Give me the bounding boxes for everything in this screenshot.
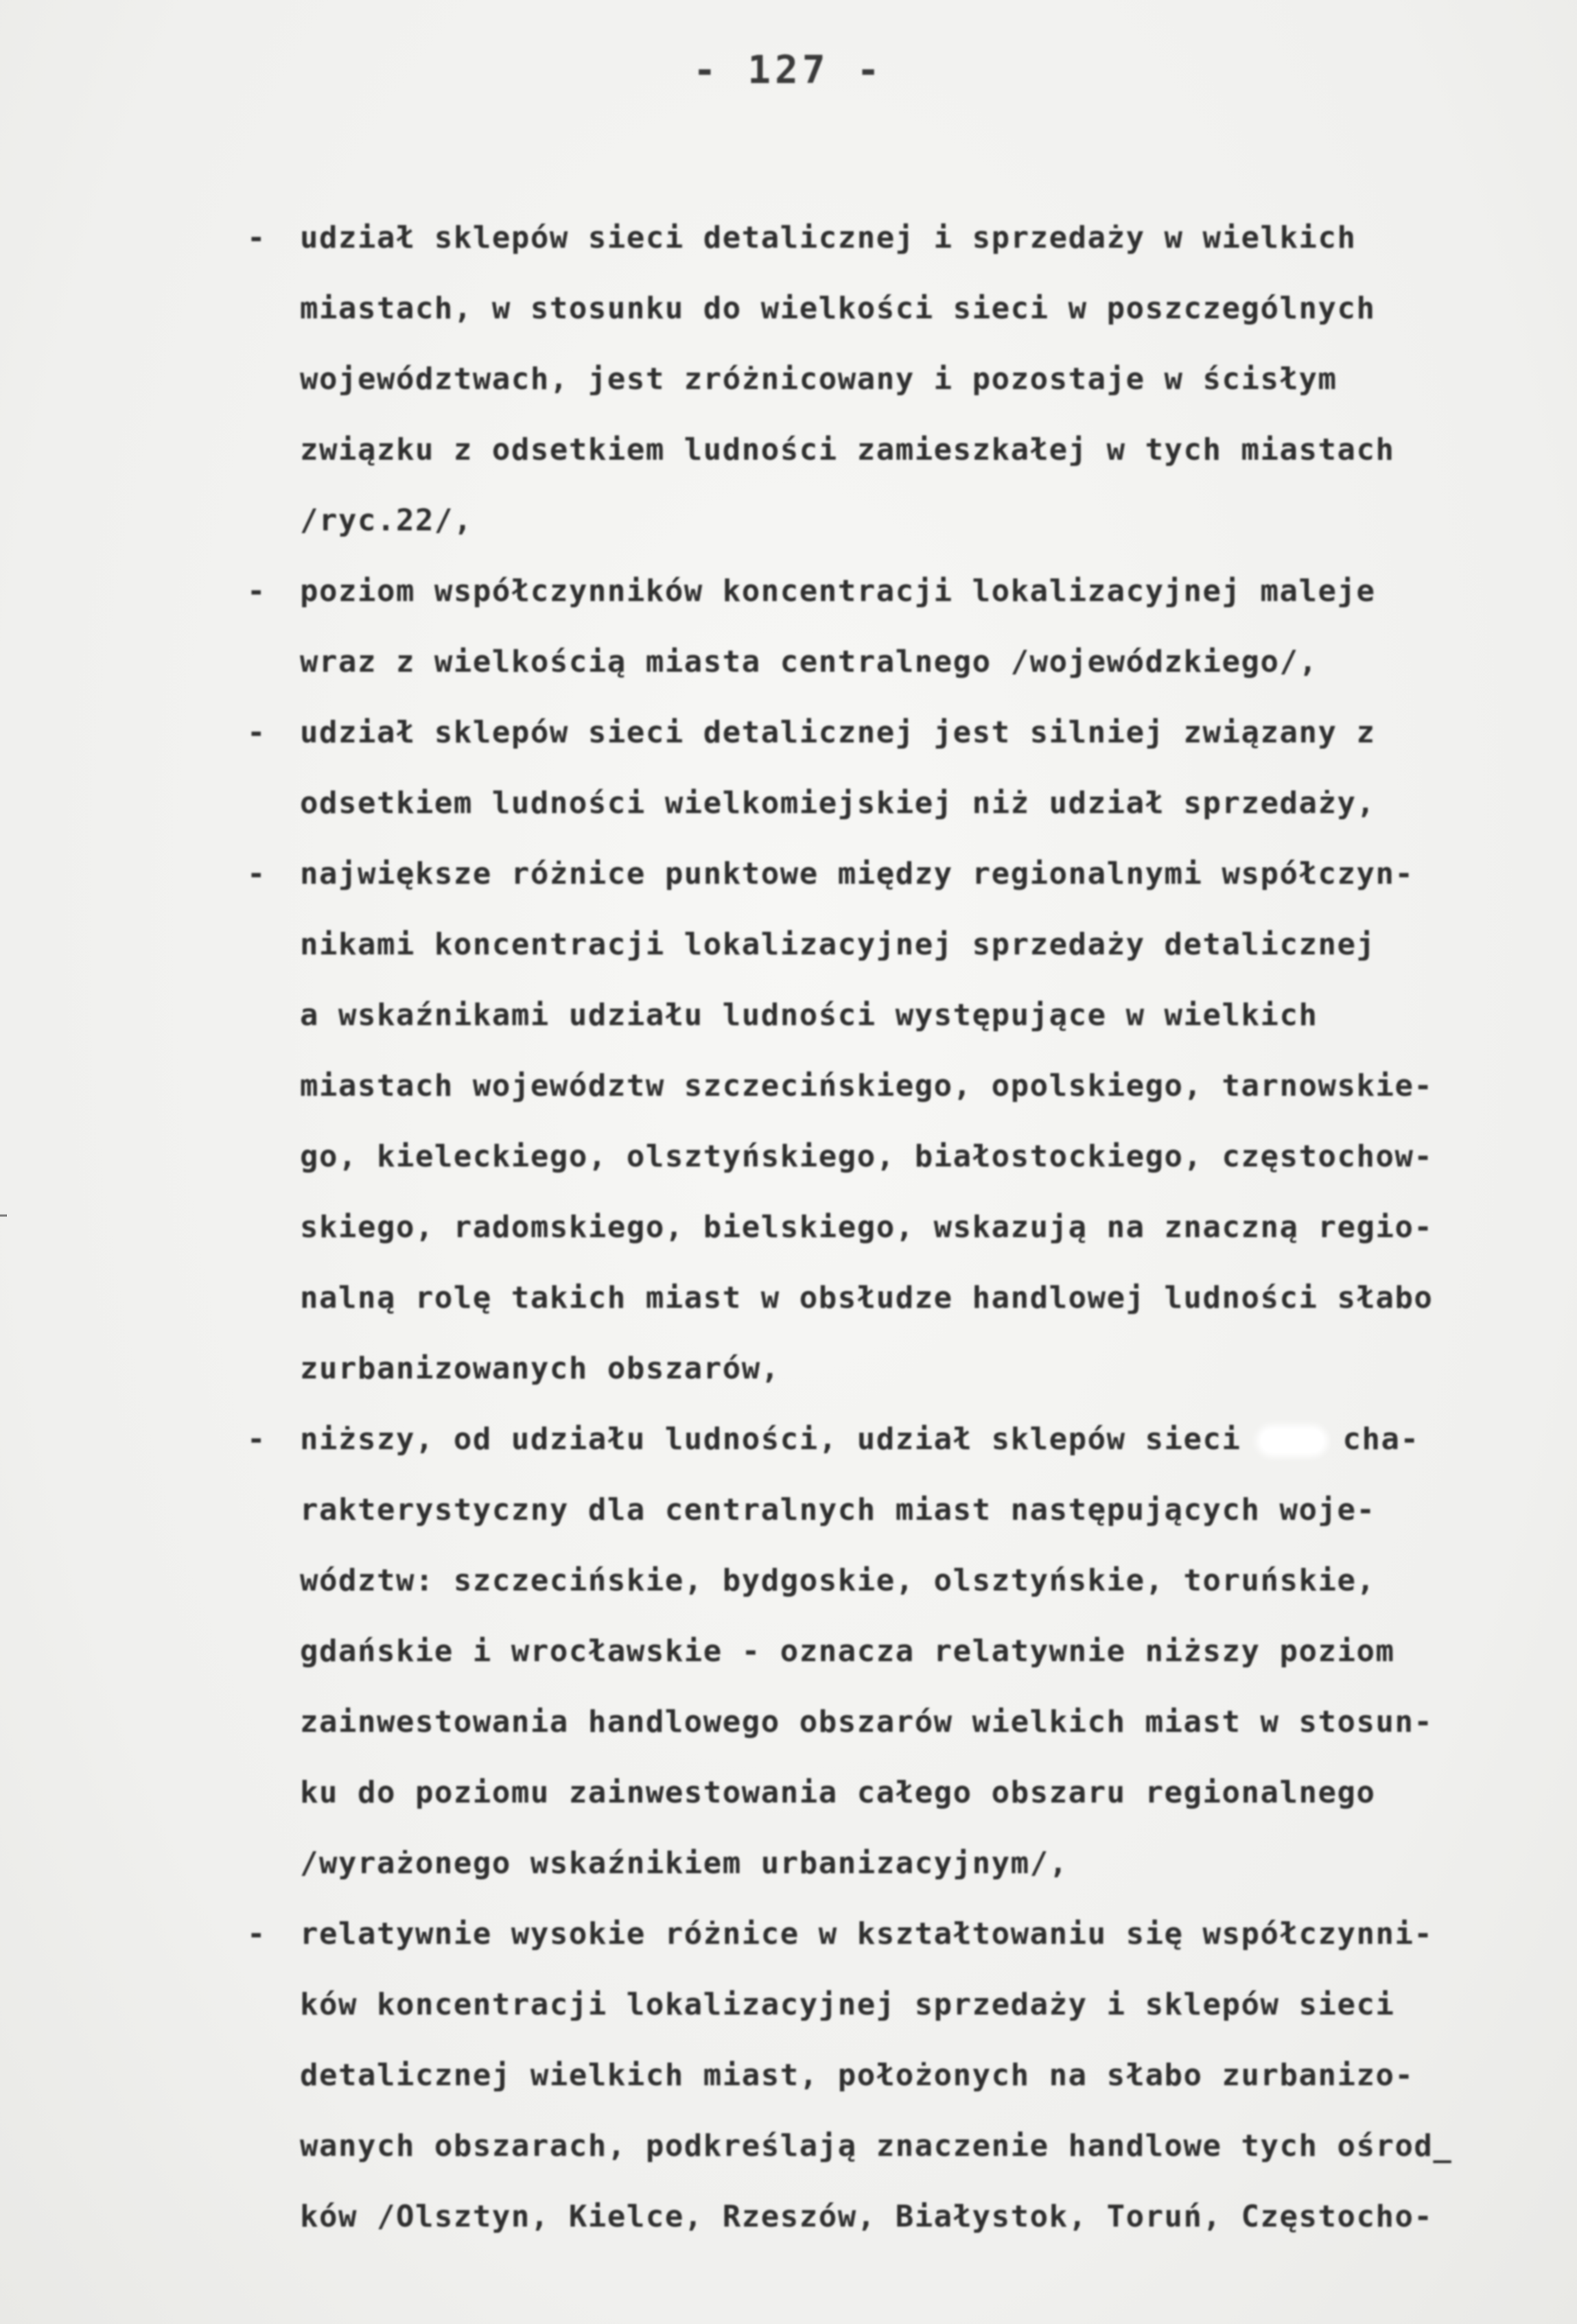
list-item bbox=[247, 1404, 1541, 1899]
text-line: zurbanizowanych obszarów, bbox=[300, 1351, 780, 1386]
bullet-list bbox=[247, 202, 1541, 2252]
list-item bbox=[247, 697, 1541, 838]
page-number: - 127 - bbox=[692, 48, 884, 93]
text-line: skiego, radomskiego, bielskiego, wskazują na znaczną regio- bbox=[300, 1210, 1434, 1245]
text-line: ków koncentracji lokalizacyjnej sprzedaży i sklepów sieci bbox=[300, 1987, 1395, 2022]
bullet-dash: - bbox=[247, 1916, 266, 1951]
text-line: niższy, od udziału ludności, udział sklepów sieci cha- bbox=[300, 1422, 1420, 1457]
text-line: gdańskie i wrocławskie - oznacza relatywnie niższy poziom bbox=[300, 1634, 1395, 1669]
bullet-dash: - bbox=[247, 220, 266, 255]
text-line: detalicznej wielkich miast, położonych na słabo zurbanizo- bbox=[300, 2058, 1414, 2093]
text-line: udział sklepów sieci detalicznej jest silniej związany z bbox=[300, 715, 1376, 750]
text-line: nikami koncentracji lokalizacyjnej sprzedaży detalicznej bbox=[300, 927, 1376, 962]
text-line: wanych obszarach, podkreślają znaczenie handlowe tych ośrod_ bbox=[300, 2128, 1453, 2163]
text-line: /ryc.22/, bbox=[300, 503, 473, 538]
bullet-dash: - bbox=[247, 574, 266, 609]
text-line: zainwestowania handlowego obszarów wielkich miast w stosun- bbox=[300, 1704, 1434, 1739]
text-line: odsetkiem ludności wielkomiejskiej niż udział sprzedaży, bbox=[300, 786, 1376, 821]
text-line: miastach województw szczecińskiego, opolskiego, tarnowskie- bbox=[300, 1068, 1434, 1103]
bullet-dash: - bbox=[247, 1422, 266, 1457]
text-line: miastach, w stosunku do wielkości sieci w poszczególnych bbox=[300, 291, 1376, 326]
text-line: wództw: szczecińskie, bydgoskie, olsztyńskie, toruńskie, bbox=[300, 1563, 1376, 1598]
bullet-dash: - bbox=[247, 856, 266, 891]
text-line: go, kieleckiego, olsztyńskiego, białostockiego, częstochow- bbox=[300, 1139, 1434, 1174]
text-line: największe różnice punktowe między regionalnymi współczyn- bbox=[300, 856, 1414, 891]
text-line: ków /Olsztyn, Kielce, Rzeszów, Białystok, Toruń, Częstocho- bbox=[300, 2199, 1434, 2234]
text-line: rakterystyczny dla centralnych miast następujących woje- bbox=[300, 1492, 1376, 1527]
list-item bbox=[247, 202, 1541, 556]
edge-mark bbox=[0, 1214, 7, 1217]
text-line: województwach, jest zróżnicowany i pozostaje w ścisłym bbox=[300, 362, 1337, 397]
text-line: ku do poziomu zainwestowania całego obszaru regionalnego bbox=[300, 1775, 1376, 1810]
text-line: związku z odsetkiem ludności zamieszkałej w tych miastach bbox=[300, 432, 1395, 467]
text-line: udział sklepów sieci detalicznej i sprzedaży w wielkich bbox=[300, 220, 1357, 255]
text-line: wraz z wielkością miasta centralnego /wojewódzkiego/, bbox=[300, 644, 1318, 679]
text-line: relatywnie wysokie różnice w kształtowaniu się współczynni- bbox=[300, 1916, 1434, 1951]
list-item bbox=[247, 838, 1541, 1404]
correction-blot bbox=[1261, 1429, 1324, 1453]
text-line: poziom współczynników koncentracji lokalizacyjnej maleje bbox=[300, 574, 1376, 609]
text-line: /wyrażonego wskaźnikiem urbanizacyjnym/, bbox=[300, 1846, 1068, 1881]
text-line: nalną rolę takich miast w obsłudze handlowej ludności słabo bbox=[300, 1280, 1434, 1315]
list-item bbox=[247, 556, 1541, 697]
text-line: a wskaźnikami udziału ludności występujące w wielkich bbox=[300, 998, 1318, 1033]
list-item bbox=[247, 1899, 1541, 2252]
bullet-dash: - bbox=[247, 715, 266, 750]
